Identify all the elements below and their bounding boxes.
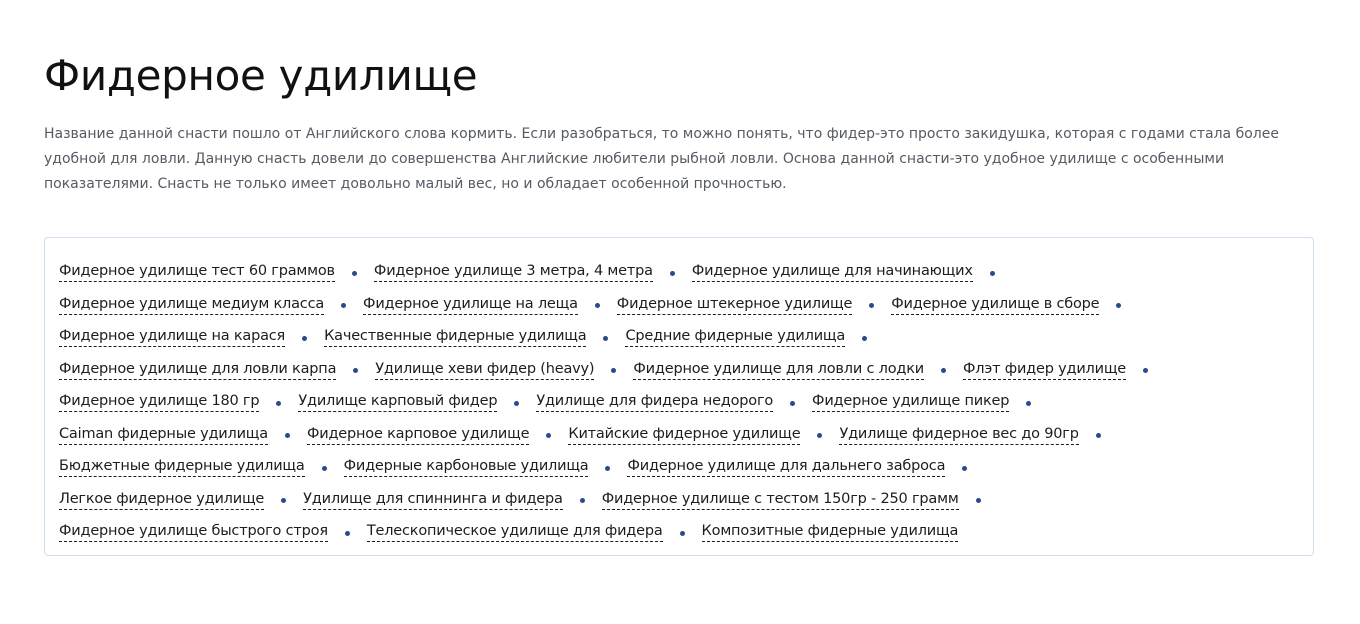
separator-dot-icon: [817, 433, 822, 438]
tag-link[interactable]: Фидерное удилище на леща: [363, 295, 578, 315]
tag-link[interactable]: Флэт фидер удилище: [963, 360, 1126, 380]
tag-link[interactable]: Фидерное удилище в сборе: [891, 295, 1099, 315]
tag-link[interactable]: Телескопическое удилище для фидера: [367, 522, 663, 542]
tag-link[interactable]: Качественные фидерные удилища: [324, 327, 586, 347]
separator-dot-icon: [869, 303, 874, 308]
tag-row: [59, 321, 1299, 354]
tag-link[interactable]: Фидерное удилище для дальнего заброса: [627, 457, 945, 477]
separator-dot-icon: [322, 466, 327, 471]
tag-link[interactable]: Фидерное удилище на карася: [59, 327, 285, 347]
separator-dot-icon: [990, 271, 995, 276]
tag-link[interactable]: Фидерное штекерное удилище: [617, 295, 852, 315]
separator-dot-icon: [353, 368, 358, 373]
tag-link[interactable]: Фидерное карповое удилище: [307, 425, 529, 445]
tag-link[interactable]: Caiman фидерные удилища: [59, 425, 268, 445]
separator-dot-icon: [352, 271, 357, 276]
tag-link[interactable]: Композитные фидерные удилища: [702, 522, 959, 542]
tag-link[interactable]: Легкое фидерное удилище: [59, 490, 264, 510]
tag-row: [59, 386, 1299, 419]
separator-dot-icon: [302, 336, 307, 341]
tag-link[interactable]: Средние фидерные удилища: [625, 327, 845, 347]
tag-row: [59, 451, 1299, 484]
tag-link[interactable]: Фидерное удилище тест 60 граммов: [59, 262, 335, 282]
separator-dot-icon: [546, 433, 551, 438]
tag-link[interactable]: Удилище хеви фидер (heavy): [375, 360, 594, 380]
tag-row: [59, 419, 1299, 452]
separator-dot-icon: [680, 531, 685, 536]
tag-link[interactable]: Фидерное удилище для ловли карпа: [59, 360, 336, 380]
tag-row: [59, 256, 1299, 289]
page-title: Фидерное удилище: [44, 51, 478, 100]
tag-link[interactable]: Фидерное удилище пикер: [812, 392, 1009, 412]
content-area: [44, 0, 1316, 540]
separator-dot-icon: [514, 401, 519, 406]
tag-row: [59, 289, 1299, 322]
tag-link[interactable]: Фидерное удилище 180 гр: [59, 392, 259, 412]
tag-links-box: [44, 237, 1314, 556]
separator-dot-icon: [603, 336, 608, 341]
tag-row: [59, 516, 1299, 549]
tag-link[interactable]: Фидерные карбоновые удилища: [344, 457, 589, 477]
separator-dot-icon: [341, 303, 346, 308]
separator-dot-icon: [595, 303, 600, 308]
separator-dot-icon: [790, 401, 795, 406]
separator-dot-icon: [580, 498, 585, 503]
separator-dot-icon: [976, 498, 981, 503]
tag-link[interactable]: Фидерное удилище для начинающих: [692, 262, 973, 282]
separator-dot-icon: [276, 401, 281, 406]
separator-dot-icon: [1096, 433, 1101, 438]
separator-dot-icon: [862, 336, 867, 341]
tag-link[interactable]: Фидерное удилище 3 метра, 4 метра: [374, 262, 653, 282]
tag-link[interactable]: Удилище для спиннинга и фидера: [303, 490, 563, 510]
separator-dot-icon: [941, 368, 946, 373]
tag-link[interactable]: Фидерное удилище с тестом 150гр - 250 грамм: [602, 490, 959, 510]
separator-dot-icon: [611, 368, 616, 373]
separator-dot-icon: [962, 466, 967, 471]
tag-link[interactable]: Китайские фидерное удилище: [568, 425, 800, 445]
separator-dot-icon: [1116, 303, 1121, 308]
separator-dot-icon: [345, 531, 350, 536]
separator-dot-icon: [285, 433, 290, 438]
separator-dot-icon: [1026, 401, 1031, 406]
separator-dot-icon: [670, 271, 675, 276]
tag-link[interactable]: Бюджетные фидерные удилища: [59, 457, 305, 477]
tag-link[interactable]: Фидерное удилище медиум класса: [59, 295, 324, 315]
tag-row: [59, 484, 1299, 517]
tag-link[interactable]: Удилище фидерное вес до 90гр: [839, 425, 1078, 445]
tag-link[interactable]: Фидерное удилище быстрого строя: [59, 522, 328, 542]
tag-link[interactable]: Фидерное удилище для ловли с лодки: [633, 360, 924, 380]
tag-row: [59, 354, 1299, 387]
tag-link[interactable]: Удилище для фидера недорого: [536, 392, 773, 412]
separator-dot-icon: [605, 466, 610, 471]
separator-dot-icon: [281, 498, 286, 503]
separator-dot-icon: [1143, 368, 1148, 373]
page-description: Название данной снасти пошло от Английского слова кормить. Если разобраться, то можно понять, что фидер-это просто закидушка, которая с годами стала более удобной для ловли. Данную снасть довели до совершенства Английские любители рыбной ловли. Основа данной снасти-это удобное удилище с особенными показателями. Снасть не только имеет довольно малый вес, но и обладает особенной прочностью.: [44, 126, 1279, 192]
tag-link[interactable]: Удилище карповый фидер: [298, 392, 497, 412]
